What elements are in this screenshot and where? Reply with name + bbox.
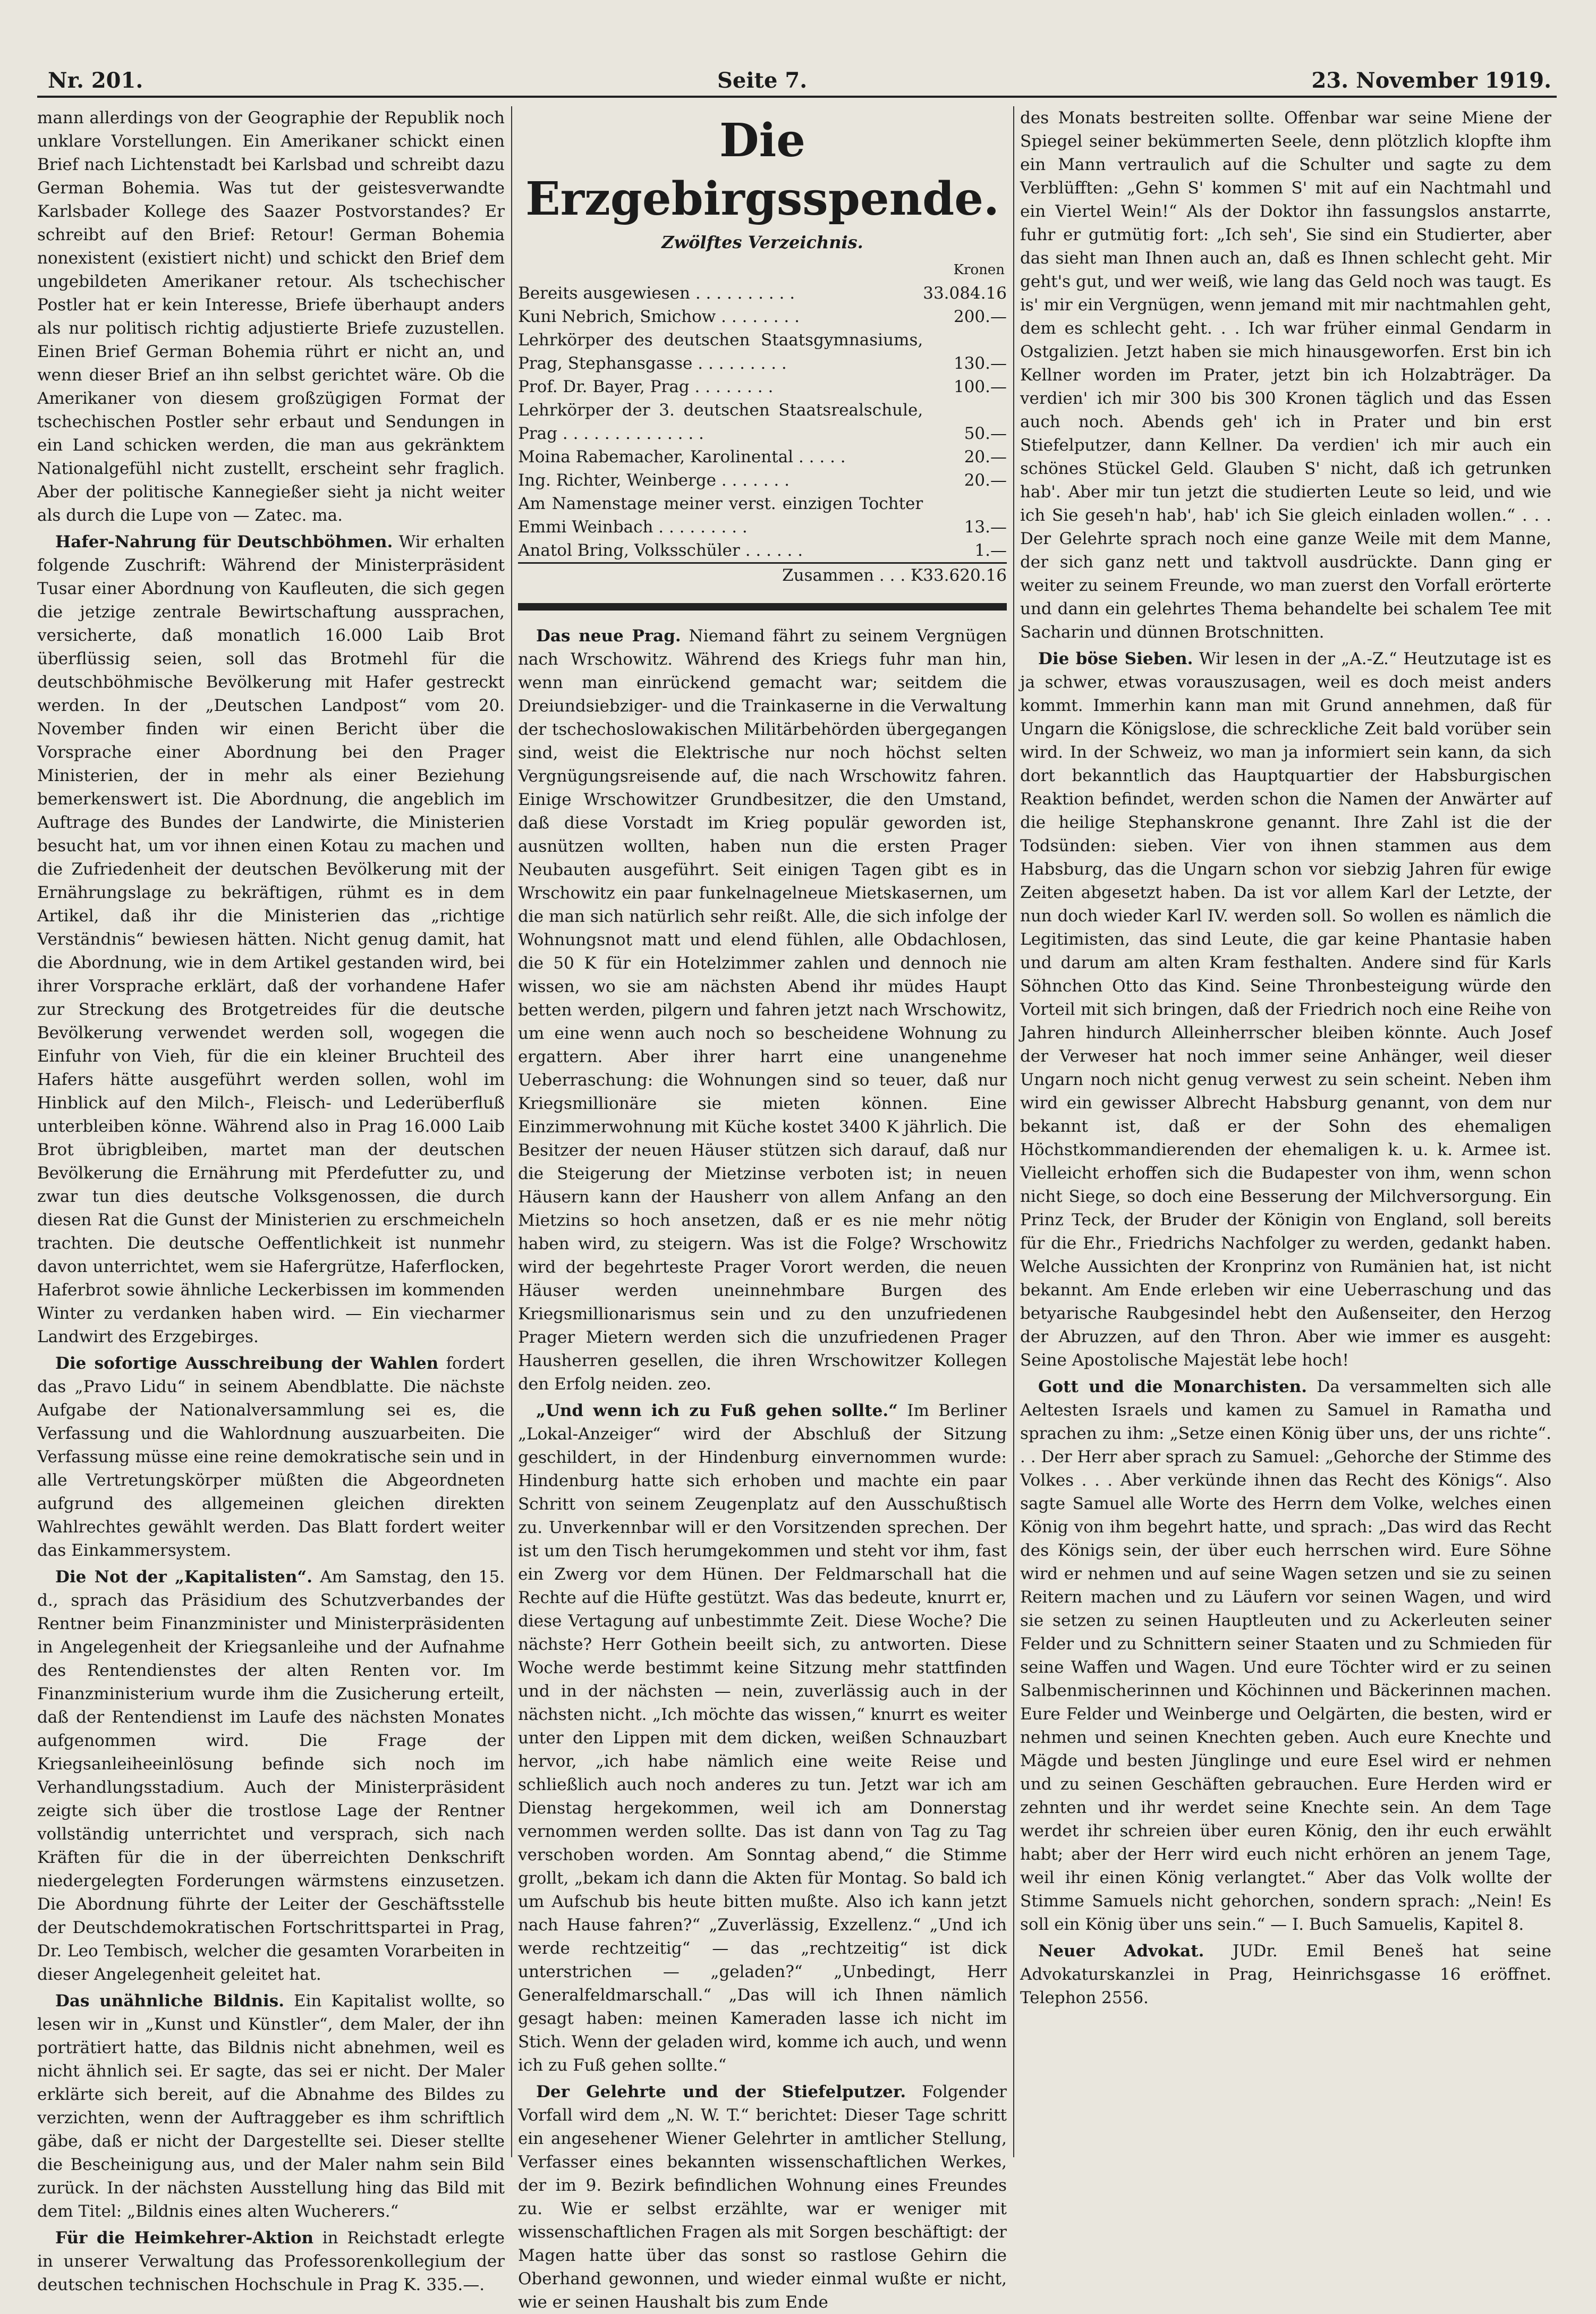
article	[37, 2226, 505, 2296]
article-heading: Die böse Sieben.	[1038, 649, 1193, 668]
total-amount: 33.620.16	[923, 563, 1007, 588]
article-text: Ein Kapitalist wollte, so lesen wir in „Kunst und Künstler“, dem Maler, der ihn porträtiert hatte, das Bildnis nicht abnehmen, weil es nicht ähnlich sei. Er sagte, das sei er nicht. Der Maler erklärte sich bereit, auf die Abnahme des Bildes zu verzichten, wenn der Auftraggeber es ihm schriftlich gäbe, daß er nicht der Dargestellte sei. Dieser stellte die Bescheinigung aus, und der Maler nahm sein Bild zurück. In der nächsten Ausstellung hing das Bild mit dem Titel: „Bildnis eines alten Wucherers.“	[37, 1991, 505, 2221]
article	[518, 624, 1007, 1396]
article-heading: Das neue Prag.	[536, 626, 681, 646]
donation-row	[518, 282, 1007, 305]
donor-name: Lehrkörper der 3. deutschen Staatsrealschule, Prag . . . . . . . . . . . . . .	[518, 401, 923, 443]
column-middle	[518, 106, 1007, 2312]
donor-name: Prof. Dr. Bayer, Prag . . . . . . . .	[518, 377, 774, 396]
donation-amount: 20.—	[964, 447, 1007, 467]
article-heading: Für die Heimkehrer-Aktion	[55, 2228, 314, 2248]
donation-row	[518, 328, 1007, 375]
donation-amount: 20.—	[964, 471, 1007, 490]
article-text: Wir lesen in der „A.-Z.“ Heutzutage ist es ja schwer, etwas vorauszusagen, weil es doch meist anders kommt. Immerhin kann man mit Grund annehmen, daß für Ungarn die Königslose, die schreckliche Zeit bald vorüber sein wird. In der Schweiz, wo man ja informiert sein kann, da sich dort bekanntlich das Hauptquartier der Habsburgischen Reaktion befindet, werden schon die Namen der Anwärter auf die heilige Stephanskrone genannt. Ihre Zahl ist die der Todsünden: sieben. Vier von ihnen stammen aus dem Habsburg, das die Ungarn schon vor siebzig Jahren für ewige Zeiten abgesetzt haben. Da ist vor allem Karl der Letzte, der nun doch wieder Karl IV. werden soll. So wollen es nämlich die Legitimisten, das sind Leute, die gar keine Phantasie haben und darum am alten Kram festhalten. Andere sind für Karls Söhnchen Otto das Kind. Seine Thronbesteigung würde den Vorteil mit sich bringen, daß der Friedrich noch eine Reihe von Jahren hindurch Alleinherrscher bleiben könnte. Auch Josef der Verweser hat noch immer seine Anhänger, weil dieser Ungarn noch nicht genug verwest zu sein scheint. Neben ihm wird ein gewisser Albrecht Habsburg genannt, von dem nur bekannt ist, daß er der Sohn des ehemaligen Höchstkommandierenden der ehemaligen k. u. k. Armee ist. Vielleicht erhoffen sich die Budapester von ihm, wenn schon nicht Siege, so doch eine Besserung der Milchversorgung. Ein Prinz Teck, der Bruder der Königin von England, soll bereits für die Ehr., Friedrichs Nachfolger zu werden, gedankt haben. Welche Aussichten der Kronprinz von Rumänien hat, ist nicht bekannt. Am Ende erleben wir eine Ueberraschung und das betyarische Raubgesindel hebt den Außenseiter, den Herzog der Abruzzen, auf den Thron. Aber wie immer es ausgeht: Seine Apostolische Majestät lebe hoch!	[1020, 649, 1551, 1370]
section-rule	[518, 603, 1007, 611]
article-heading: „Und wenn ich zu Fuß gehen sollte.“	[536, 1401, 898, 1420]
donor-name: Kuni Nebrich, Smichow . . . . . . . .	[518, 307, 800, 326]
article	[1020, 1939, 1551, 2010]
page-header	[37, 64, 1557, 98]
donation-amount: 50.—	[964, 424, 1007, 443]
donation-list-subtitle: Zwölftes Verzeichnis.	[661, 232, 863, 252]
article-heading: Hafer-Nahrung für Deutschböhmen.	[55, 532, 393, 552]
donation-row	[518, 469, 1007, 492]
donation-amount: 13.—	[964, 518, 1007, 537]
article-text: Da versammelten sich alle Aeltesten Israels und kamen zu Samuel in Ramatha und sprachen zu ihm: „Setze einen König über uns, der uns richte“. . . Der Herr aber sprach zu Samuel: „Gehorche der Stimme des Volkes . . . Aber verkünde ihnen das Recht des Königs“. Also sagte Samuel alle Worte des Herrn dem Volke, welches einen König von ihm begehrt hatte, und sprach: „Das wird das Recht des Königs sein, der über euch herrschen wird. Eure Söhne wird er nehmen und auf seine Wagen setzen und sie zu seinen Reitern machen und zu Läufern vor seinen Wagen, und wird sie setzen zu seinen Hauptleuten und zu Ackerleuten seiner Felder und zu Schnittern seiner Staaten und zu Schmieden für seine Waffen und Wagen. Und eure Töchter wird er zu seinen Salbenmischerinnen und Köchinnen und Bäckerinnen machen. Eure Felder und Weinberge und Oelgärten, die besten, wird er nehmen und seinen Knechten geben. Auch eure Knechte und Mägde und besten Jünglinge und eure Esel wird er nehmen und zu seinen Geschäften gebrauchen. Eure Herden wird er zehnten und ihr werdet seine Knechte sein. An dem Tage werdet ihr schreien über euren König, den ihr euch erwählt habt; aber der Herr wird euch nicht erhören an jenem Tage, weil ihr einen König verlangtet.“ Aber das Volk wollte der Stimme Samuels nicht gehorchen, sondern sprach: „Nein! Es soll ein König über uns sein.“ — I. Buch Samuelis, Kapitel 8.	[1020, 1377, 1551, 1934]
article-text: in Reichstadt erlegte in unserer Verwaltung das Professorenkollegium der deutschen technischen Hochschule in Prag K. 335.—.	[37, 2228, 505, 2294]
page-number: Seite 7.	[717, 68, 808, 93]
column-divider	[1013, 106, 1014, 2157]
total-label: Zusammen . . . K	[518, 563, 923, 588]
donation-row	[518, 492, 1007, 539]
article-text: Wir erhalten folgende Zuschrift: Während der Ministerpräsident Tusar einer Abordnung von Kaufleuten, die sich gegen die jetzige zentrale Bewirtschaftung aussprachen, versicherte, daß monatlich 16.000 Laib Brot überflüssig seien, soll das Brotmehl für die deutschböhmische Bevölkerung mit Hafer gestreckt werden. In der „Deutschen Landpost“ vom 20. November finden wir einen Bericht über die Vorsprache einer Abordnung bei den Prager Ministerien, der in mehr als einer Beziehung bemerkenswert ist. Die Abordnung, die angeblich im Auftrage des Bundes der Landwirte, die Ministerien besucht hat, um vor ihnen einen Kotau zu machen und die Zufriedenheit der deutschen Bevölkerung mit der Ernährungslage zu bekräftigen, rühmt es in dem Artikel, daß ihr die Ministerien das „richtige Verständnis“ bewiesen hätten. Nicht genug damit, hat die Abordnung, wie in dem Artikel gestanden wird, bei ihrer Vorsprache erklärt, daß der vorhandene Hafer zur Streckung des Brotgetreides für die deutsche Bevölkerung verwendet werden soll, wogegen die Einfuhr von Vieh, für die ein kleiner Bruchteil des Hafers hätte ausgeführt werden sollen, wohl im Hinblick auf den Milch-, Fleisch- und Lederüberfluß unterbleiben könne. Während also in Prag 16.000 Laib Brot übrigbleiben, martet man der deutschen Bevölkerung die Ernährung mit Pferdefutter zu, und zwar tun dies deutsche Volksgenossen, die durch diesen Rat die Gunst der Ministerien zu erschmeicheln trachten. Die deutsche Oeffentlichkeit ist nunmehr davon unterrichtet, wem sie Hafergrütze, Haferflocken, Haferbrot sowie ähnliche Leckerbissen im kommenden Winter zu verdanken haben wird. — Ein viecharmer Landwirt des Erzgebirges.	[37, 532, 505, 1346]
article-text: Niemand fährt zu seinem Vergnügen nach Wrschowitz. Während des Kriegs fuhr man hin, wenn man einrückend gemacht war; seitdem die Dreiundsiebziger- und die Trainkaserne in die Verwaltung der tschechoslowakischen Militärbehörden übergegangen sind, weist die Elektrische nur noch höchst selten Vergnügungsreisende auf, die nach Wrschowitz fahren. Einige Wrschowitzer Grundbesitzer, die den Umstand, daß diese Vorstadt im Krieg populär geworden ist, ausnützen wollten, haben nun die ersten Prager Neubauten ausgeführt. Seit einigen Tagen gibt es in Wrschowitz ein paar funkelnagelneue Mietskasernen, um die man sich natürlich sehr reißt. Alle, die sich infolge der Wohnungsnot matt und elend fühlen, alle Obdachlosen, die 50 K für ein Hotelzimmer zahlen und dennoch nie wissen, wo sie am nächsten Abend ihr müdes Haupt betten werden, pilgern und fahren jetzt nach Wrschowitz, um eine wenn auch noch so bescheidene Wohnung zu ergattern. Aber ihrer harrt eine unangenehme Ueberraschung: die Wohnungen sind so teuer, daß nur Kriegsmillionäre sie mieten können. Eine Einzimmerwohnung mit Küche kostet 3400 K jährlich. Die Besitzer der neuen Häuser stützen sich darauf, daß nur die Steigerung der Mietzinse verboten ist; in neuen Häusern kann der Hausherr von allem Anfang an den Mietzins so hoch ansetzen, daß er es nie mehr nötig haben wird, zu steigern. Was ist die Folge? Wrschowitz wird der begehrteste Prager Vorort werden, die neuen Häuser werden uneinnehmbare Burgen des Kriegsmillionarismus sein und zu den unzufriedenen Prager Mietern werden sich die unzufriedenen Prager Hausherren gesellen, die ihren Wrschowitzer Kollegen den Erfolg neiden. zeo.	[518, 626, 1007, 1394]
donor-name: Lehrkörper des deutschen Staatsgymnasiums, Prag, Stephansgasse . . . . . . . . .	[518, 330, 923, 373]
article-text: mann allerdings von der Geographie der Republik noch unklare Vorstellungen. Ein Amerikaner schickt einen Brief nach Lichtenstadt bei Karlsbad und schreibt dazu German Bohemia. Was tut der geistesverwandte Karlsbader Kollege des Saazer Postvorstandes? Er schreibt auf den Brief: Retour! German Bohemia nonexistent (existiert nicht) und schickt den Brief dem ungebildeten Amerikaner retour. Als tschechischer Postler hat er kein Interesse, Briefe überhaupt anders als nur politisch richtig adjustierte Briefe zuzustellen. Einen Brief German Bohemia rührt er nicht an, und wenn dieser Brief an ihn selbst gerichtet wäre. Ob die Amerikaner von diesem großzügigen Format der tschechischen Postler sehr erbaut und Sendungen in ein Land schicken werden, die man aus gekränktem Nationalgefühl nicht zustellt, erscheint sehr fraglich. Aber der politische Kannegießer sieht ja nicht weiter als durch die Lupe von — Zatec. ma.	[37, 108, 505, 525]
donation-amount: 130.—	[953, 354, 1007, 373]
article-heading: Neuer Advokat.	[1038, 1942, 1204, 1961]
newspaper-page	[37, 64, 1557, 2312]
donation-amount: 200.—	[953, 307, 1007, 326]
issue-date: 23. November 1919.	[1311, 68, 1551, 93]
donation-amount: 33.084.16	[923, 284, 1007, 303]
article-heading: Gott und die Monarchisten.	[1038, 1377, 1307, 1396]
article-text: Am Samstag, den 15. d., sprach das Präsidium des Schutzverbandes der Rentner beim Finanzminister und Ministerpräsidenten in Angelegenheit der Kriegsanleihe und der Aufnahme des Rentendienstes der alten Renten vor. Im Finanzministerium wurde ihm die Zusicherung erteilt, daß der Rentendienst im Laufe des nächsten Monates aufgenommen wird. Die Frage der Kriegsanleiheeinlösung befinde sich noch im Verhandlungsstadium. Auch der Ministerpräsident zeigte sich über die trostlose Lage der Rentner vollständig unterrichtet und versprach, sich nach Kräften für die in der überreichten Denkschrift niedergelegten Forderungen wärmstens einzusetzen. Die Abordnung führte der Leiter der Geschäftsstelle der Deutschdemokratischen Fortschrittspartei in Prag, Dr. Leo Tembisch, welcher die gesamten Vorarbeiten in dieser Angelegenheit geleitet hat.	[37, 1567, 505, 1984]
donor-name: Moina Rabemacher, Karolinental . . . . .	[518, 447, 846, 467]
article-heading: Das unähnliche Bildnis.	[55, 1991, 285, 2011]
donation-total-row	[518, 563, 1007, 588]
article-heading: Die Not der „Kapitalisten“.	[55, 1567, 312, 1587]
column-left	[37, 106, 505, 2294]
donation-row	[518, 445, 1007, 469]
article-heading: Der Gelehrte und der Stiefelputzer.	[536, 2082, 906, 2101]
article	[1020, 1375, 1551, 1936]
donor-name: Bereits ausgewiesen . . . . . . . . . .	[518, 284, 795, 303]
article	[37, 1989, 505, 2223]
column-divider	[511, 106, 512, 2157]
article-text: fordert das „Pravo Lidu“ in seinem Abendblatte. Die nächste Aufgabe der Nationalversammlung sei es, die Verfassung und die Wahlordnung auszuarbeiten. Die Verfassung müsse eine reine demokratische sein und in alle Vertretungskörper müßten die Abgeordneten aufgrund des allgemeinen gleichen direkten Wahlrechtes gewählt werden. Das Blatt fordert weiter das Einkammersystem.	[37, 1354, 505, 1560]
donor-name: Ing. Richter, Weinberge . . . . . . .	[518, 471, 789, 490]
article-text: JUDr. Emil Beneš hat seine Advokaturskanzlei in Prag, Heinrichsgasse 16 eröffnet. Telephon 2556.	[1020, 1942, 1552, 2007]
donation-amount: 100.—	[953, 377, 1007, 396]
donation-row	[518, 399, 1007, 445]
article-text: Folgender Vorfall wird dem „N. W. T.“ berichtet: Dieser Tage schritt ein angesehener Wiener Gelehrter in amtlicher Stellung, Verfasser eines bekannten wissenschaftlichen Werkes, der im 9. Bezirk befindlichen Wohnung eines Freundes zu. Wie er selbst erzählte, war er weniger mit wissenschaftlichen Fragen als mit Sorgen beschäftigt: der Magen hatte über das sonst so rastlose Gehirn die Oberhand gewonnen, und wieder einmal wußte er nicht, wie er seinen Haushalt bis zum Ende	[518, 2082, 1007, 2312]
donation-row	[518, 375, 1007, 399]
article	[518, 2080, 1007, 2314]
article-text: Im Berliner „Lokal-Anzeiger“ wird der Abschluß der Sitzung geschildert, in der Hindenburg einvernommen wurde: Hindenburg hatte sich erhoben und machte ein paar Schritt von seinem Zeugenplatz auf den Ausschußtisch zu. Unverkennbar will er den Vorsitzenden sprechen. Der ist um den Tisch herumgekommen und steht vor ihm, fast ein Zwerg vor dem Hünen. Der Feldmarschall hat die Rechte auf die Hüfte gestützt. Was das bedeute, knurrt er, diese Vertagung auf unbestimmte Zeit. Diese Woche? Die nächste? Herr Gothein beeilt sich, zu antworten. Diese Woche werde bestimmt keine Sitzung mehr stattfinden und in der nächsten — nein, zuverlässig auch in der nächsten nicht. „Ich möchte das wissen,“ knurrt es weiter unter den Lippen mit dem dicken, weißen Schnauzbart hervor, „ich habe nämlich eine weite Reise und schließlich auch noch anderes zu tun. Jetzt war ich am Dienstag hergekommen, weil ich am Donnerstag vernommen werden sollte. Das ist dann von Tag zu Tag verschoben worden. Am Sonntag abend,“ die Stimme grollt, „bekam ich dann die Akten für Montag. So bald ich um Aufschub bis heute bitten mußte. Also ich kann jetzt nach Hause fahren?“ „Zuverlässig, Exzellenz.“ „Und ich werde rechtzeitig“ — das „rechtzeitig“ ist dick unterstrichen — „geladen?“ „Unbedingt, Herr Generalfeldmarschall.“ „Das will ich Ihnen nämlich gesagt haben: meinen Kameraden lasse ich nicht im Stich. Wenn der geladen wird, komme ich auch, und wenn ich zu Fuß gehen sollte.“	[518, 1401, 1007, 2075]
donation-table	[518, 282, 1007, 587]
currency-label: Kronen	[953, 262, 1005, 278]
article	[1020, 647, 1551, 1372]
column-right	[1020, 106, 1551, 2157]
article	[37, 1352, 505, 1562]
donor-name: Anatol Bring, Volksschüler . . . . . .	[518, 541, 803, 560]
article	[37, 1565, 505, 1986]
article-heading: Die sofortige Ausschreibung der Wahlen	[55, 1354, 439, 1373]
donation-list-title: Die Erzgebirgsspende.	[525, 114, 999, 226]
article	[37, 530, 505, 1349]
donation-amount: 1.—	[974, 541, 1007, 560]
article-text: des Monats bestreiten sollte. Offenbar war seine Miene der Spiegel seiner bekümmerten Seele, denn plötzlich klopfte ihm ein Mann vertraulich auf die Schulter und sagte zu dem Verblüfften: „Gehn S' kommen S' mit auf ein Nachtmahl und ein Viertel Wein!“ Als der Doktor ihn fassungslos anstarrte, fuhr er gutmütig fort: „Ich seh', Sie sind ein Studierter, aber das sieht man Ihnen auch an, daß es Ihnen schlecht geht. Mir geht's gut, und wer weiß, wie lang das Geld noch was taugt. Es is' mir ein Vergnügen, wenn jemand mit mir nachtmahlen geht, dem es schlecht geht. . . Ich war früher einmal Gendarm in Ostgalizien. Jetzt haben sie mich hinausgeworfen. Erst bin ich Kellner worden im Prater, jetzt bin ich Holzabträger. Da verdien' ich mir 300 bis 300 Kronen täglich und das Essen auch noch. Abends geh' ich in Prater und bin erst Stiefelputzer, dann Kellner. Da verdien' ich mir auch ein schönes Stückel Geld. Glauben S' nicht, daß ich getrunken hab'. Aber mir tun jetzt die studierten Leute so leid, und wie ich Sie geseh'n hab', hab' ich Sie gleich einladen wollen.“ . . . Der Gelehrte sprach noch eine ganze Weile mit dem Manne, der sich ganz nett und taktvoll ausdrückte. Dann ging er weiter zu seinem Freunde, wo man zuerst den Vorfall erörterte und dann ein gelehrtes Thema behandelte bei schalem Tee mit Sacharin und dünnen Brotschnitten.	[1020, 108, 1551, 642]
donation-row	[518, 539, 1007, 563]
donation-row	[518, 305, 1007, 328]
article	[518, 1399, 1007, 2077]
issue-number: Nr. 201.	[48, 68, 143, 93]
donor-name: Am Namenstage meiner verst. einzigen Tochter Emmi Weinbach . . . . . . . . .	[518, 494, 923, 537]
